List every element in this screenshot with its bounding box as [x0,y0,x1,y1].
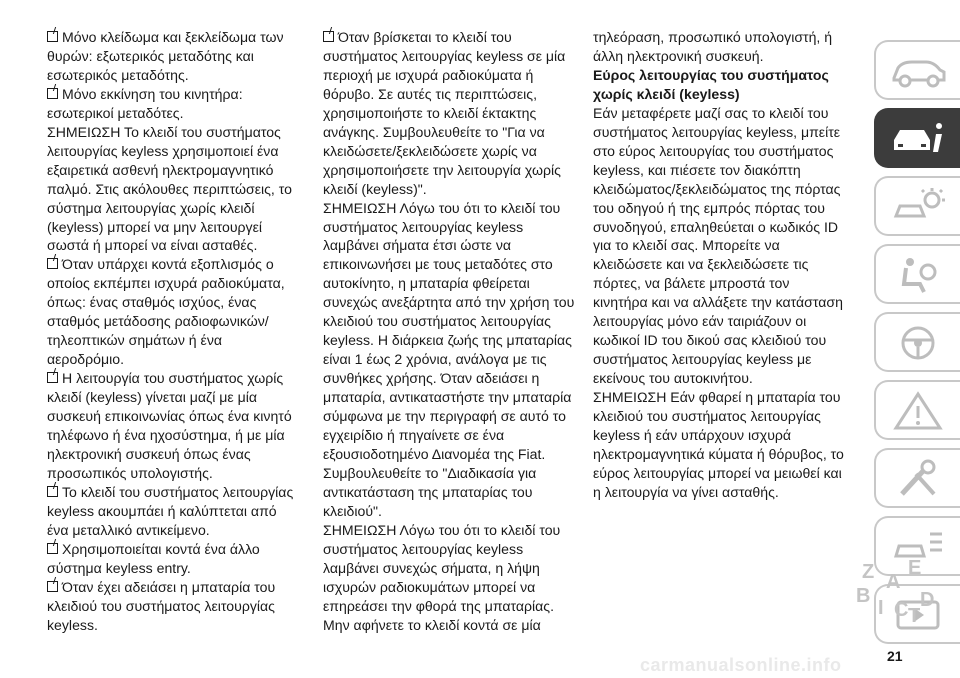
paragraph-text: Χρησιμοποιείται κοντά ένα άλλο σύστημα keyless entry. [47,540,260,576]
paragraph [593,104,845,388]
paragraph [323,521,578,635]
paragraph-text: Μόνο κλείδωμα και ξεκλείδωμα των θυρών: εξωτερικός μεταδότης και εσωτερικός μεταδότης. [47,29,284,83]
index-letter: C [894,599,909,621]
checkbox-bullet-icon [47,372,58,383]
checkbox-bullet-icon [323,31,334,42]
bullet-item [323,28,578,199]
car-info-icon [890,118,948,160]
paragraph-text: Η λειτουργία του συστήματος χωρίς κλειδί (keyless) γίνεται μαζί με μία συσκευή επικοινωνίας όπως ένα κινητό τηλέφωνο ή ένα ηχοσύστημα, ή με μία ηλεκτρονική συσκευή όπως ένας προσωπικός υπολογιστής. [47,370,292,481]
tools-icon [890,458,948,500]
bullet-item [47,369,302,483]
index-letter: T [908,605,921,627]
warning-triangle-icon [890,390,948,432]
paragraph-text: ΣΗΜΕΙΩΣΗ Εάν φθαρεί η μπαταρία του κλειδιού του συστήματος λειτουργίας keyless ή εάν υπάρχουν ισχυρά ηλεκτρομαγνητικά κύματα ή θόρυβος, το εύρος λειτουργίας μπορεί να μειωθεί και η λειτουργία να γίνει ασταθής. [593,389,844,500]
index-letter: E [908,557,922,579]
car-side-icon [890,50,948,92]
chapter-tabs [860,30,960,630]
checkbox-bullet-icon [47,543,58,554]
index-letter: B [856,585,871,607]
bullet-item [47,540,302,578]
dashboard-lights-icon [890,186,948,228]
section-heading [593,66,845,104]
airbag-seat-icon [890,254,948,296]
checkbox-bullet-icon [47,486,58,497]
paragraph-text: Όταν βρίσκεται το κλειδί του συστήματος λειτουργίας keyless σε μία περιοχή με ισχυρά ραδιοκύματα ή θόρυβο. Σε αυτές τις περιπτώσεις, χρησιμοποιήστε το κλειδί έκτακτης ανάγκης. Συμβουλευθείτε το "Για να κλειδώσετε/ξεκλειδώσετε χωρίς να χρησιμοποιήσετε την λειτουργία χωρίς κλειδί (keyless)". [323,29,566,197]
tab-airbag-seat[interactable] [874,244,960,304]
checkbox-bullet-icon [47,581,58,592]
paragraph-text: ΣΗΜΕΙΩΣΗ Λόγω του ότι το κλειδί του συστήματος λειτουργίας keyless λαμβάνει συνεχώς σήματα, η λήψη ισχυρών ραδιοκυμάτων μπορεί να επηρεάσει την φθορά της μπαταρίας. Μην αφήνετε το κλειδί κοντά σε μία [323,521,561,633]
alphabetical-index-icon[interactable] [850,555,942,625]
paragraph-text: τηλεόραση, προσωπικό υπολογιστή, ή άλλη ηλεκτρονική συσκευή. [593,29,833,64]
bullet-item [47,85,302,123]
paragraph-text: Μόνο εκκίνηση του κινητήρα: εσωτερικοί μεταδότες. [47,85,243,121]
paragraph [593,388,845,502]
text-column-2 [323,28,578,635]
index-letter: A [886,571,901,593]
tab-car-side[interactable] [874,40,960,100]
checkbox-bullet-icon [47,88,58,99]
paragraph-text: Εύρος λειτουργίας του συστήματος χωρίς κλειδί (keyless) [593,66,829,102]
paragraph-text: Εάν μεταφέρετε μαζί σας το κλειδί του συστήματος λειτουργίας keyless, μπείτε στο εύρος λειτουργίας του συστήματος keyless, και πιέσετε τον διακόπτη κλειδώματος/ξεκλειδώματος της πόρτας του οδηγού ή της εμπρός πόρτας του συνοδηγού, επαληθεύεται ο κωδικός ID για το κλειδί σας. Μπορείτε να κλειδώσετε και να ξεκλειδώσετε τις πόρτες, να βάλετε μπροστά τον κινητήρα και να αλλάξετε την κατάσταση λειτουργίας μόνο εάν ταιριάζουν οι κωδικοί ID του δικού σας κλειδιού του συστήματος λειτουργίας keyless με εκείνους του αυτοκινήτου. [593,104,843,387]
paragraph [323,199,578,521]
checkbox-bullet-icon [47,258,58,269]
checkbox-bullet-icon [47,31,58,42]
tab-car-info[interactable] [874,108,960,168]
watermark: carmanualsonline.info [640,655,842,675]
tab-dashboard-lights[interactable] [874,176,960,236]
paragraph-text: ΣΗΜΕΙΩΣΗ Το κλειδί του συστήματος λειτουργίας keyless χρησιμοποιεί ένα εξαιρετικά ασθενή ηλεκτρομαγνητικό παλμό. Στις ακόλουθες περιπτώσεις, το σύστημα λειτουργίας χωρίς κλειδί (keyless) μπορεί να μην λειτουργεί σωστά ή μπορεί να είναι ασταθές. [47,123,292,254]
bullet-item [47,28,302,85]
paragraph-text: Όταν έχει αδειάσει η μπαταρία του κλειδιού του συστήματος λειτουργίας keyless. [47,578,276,633]
index-letter: I [878,597,884,619]
steering-wheel-icon [890,322,948,364]
index-letter: D [920,589,935,611]
index-letter: Z [862,561,875,583]
paragraph-text: ΣΗΜΕΙΩΣΗ Λόγω του ότι το κλειδί του συστήματος λειτουργίας keyless λαμβάνει σήματα έτσι ώστε να επικοινωνήσει με τους μεταδότες στο αυτοκίνητο, η μπαταρία φθείρεται συνεχώς ανεξάρτητα από την χρήση του κλειδιού του συστήματος λειτουργίας keyless. Η διάρκεια ζωής της μπαταρίας είναι 1 έως 2 χρόνια, ανάλογα με τις συνθήκες χρήσης. Όταν αδειάσει η μπαταρία, αντικαταστήστε την μπαταρία σύμφωνα με την περιγραφή σε αυτό το εγχειρίδιο ή πηγαίνετε σε ένα εξουσιοδοτημένο Διανομέα της Fiat. Συμβουλευθείτε το "Διαδικασία για αντικατάσταση της μπαταρίας του κλειδιού". [323,199,575,519]
bullet-item [47,255,302,369]
tab-tools[interactable] [874,448,960,508]
tab-warning-triangle[interactable] [874,380,960,440]
paragraph [47,123,302,256]
paragraph [593,28,845,66]
paragraph-text: Το κλειδί του συστήματος λειτουργίας keyless ακουμπάει ή καλύπτεται από ένα μεταλλικό αντικείμενο. [47,483,294,538]
page-number: 21 [887,648,903,664]
text-column-3 [593,28,845,502]
paragraph-text: Όταν υπάρχει κοντά εξοπλισμός ο οποίος εκπέμπει ισχυρά ραδιοκύματα, όπως: ένας σταθμός ισχύος, ένας σταθμός μετάδοσης ραδιοφωνικών/τηλεοπτικών σημάτων ή ένα αεροδρόμιο. [47,256,285,368]
text-column-1 [47,28,302,635]
bullet-item [47,578,302,635]
bullet-item [47,483,302,540]
tab-steering-wheel[interactable] [874,312,960,372]
